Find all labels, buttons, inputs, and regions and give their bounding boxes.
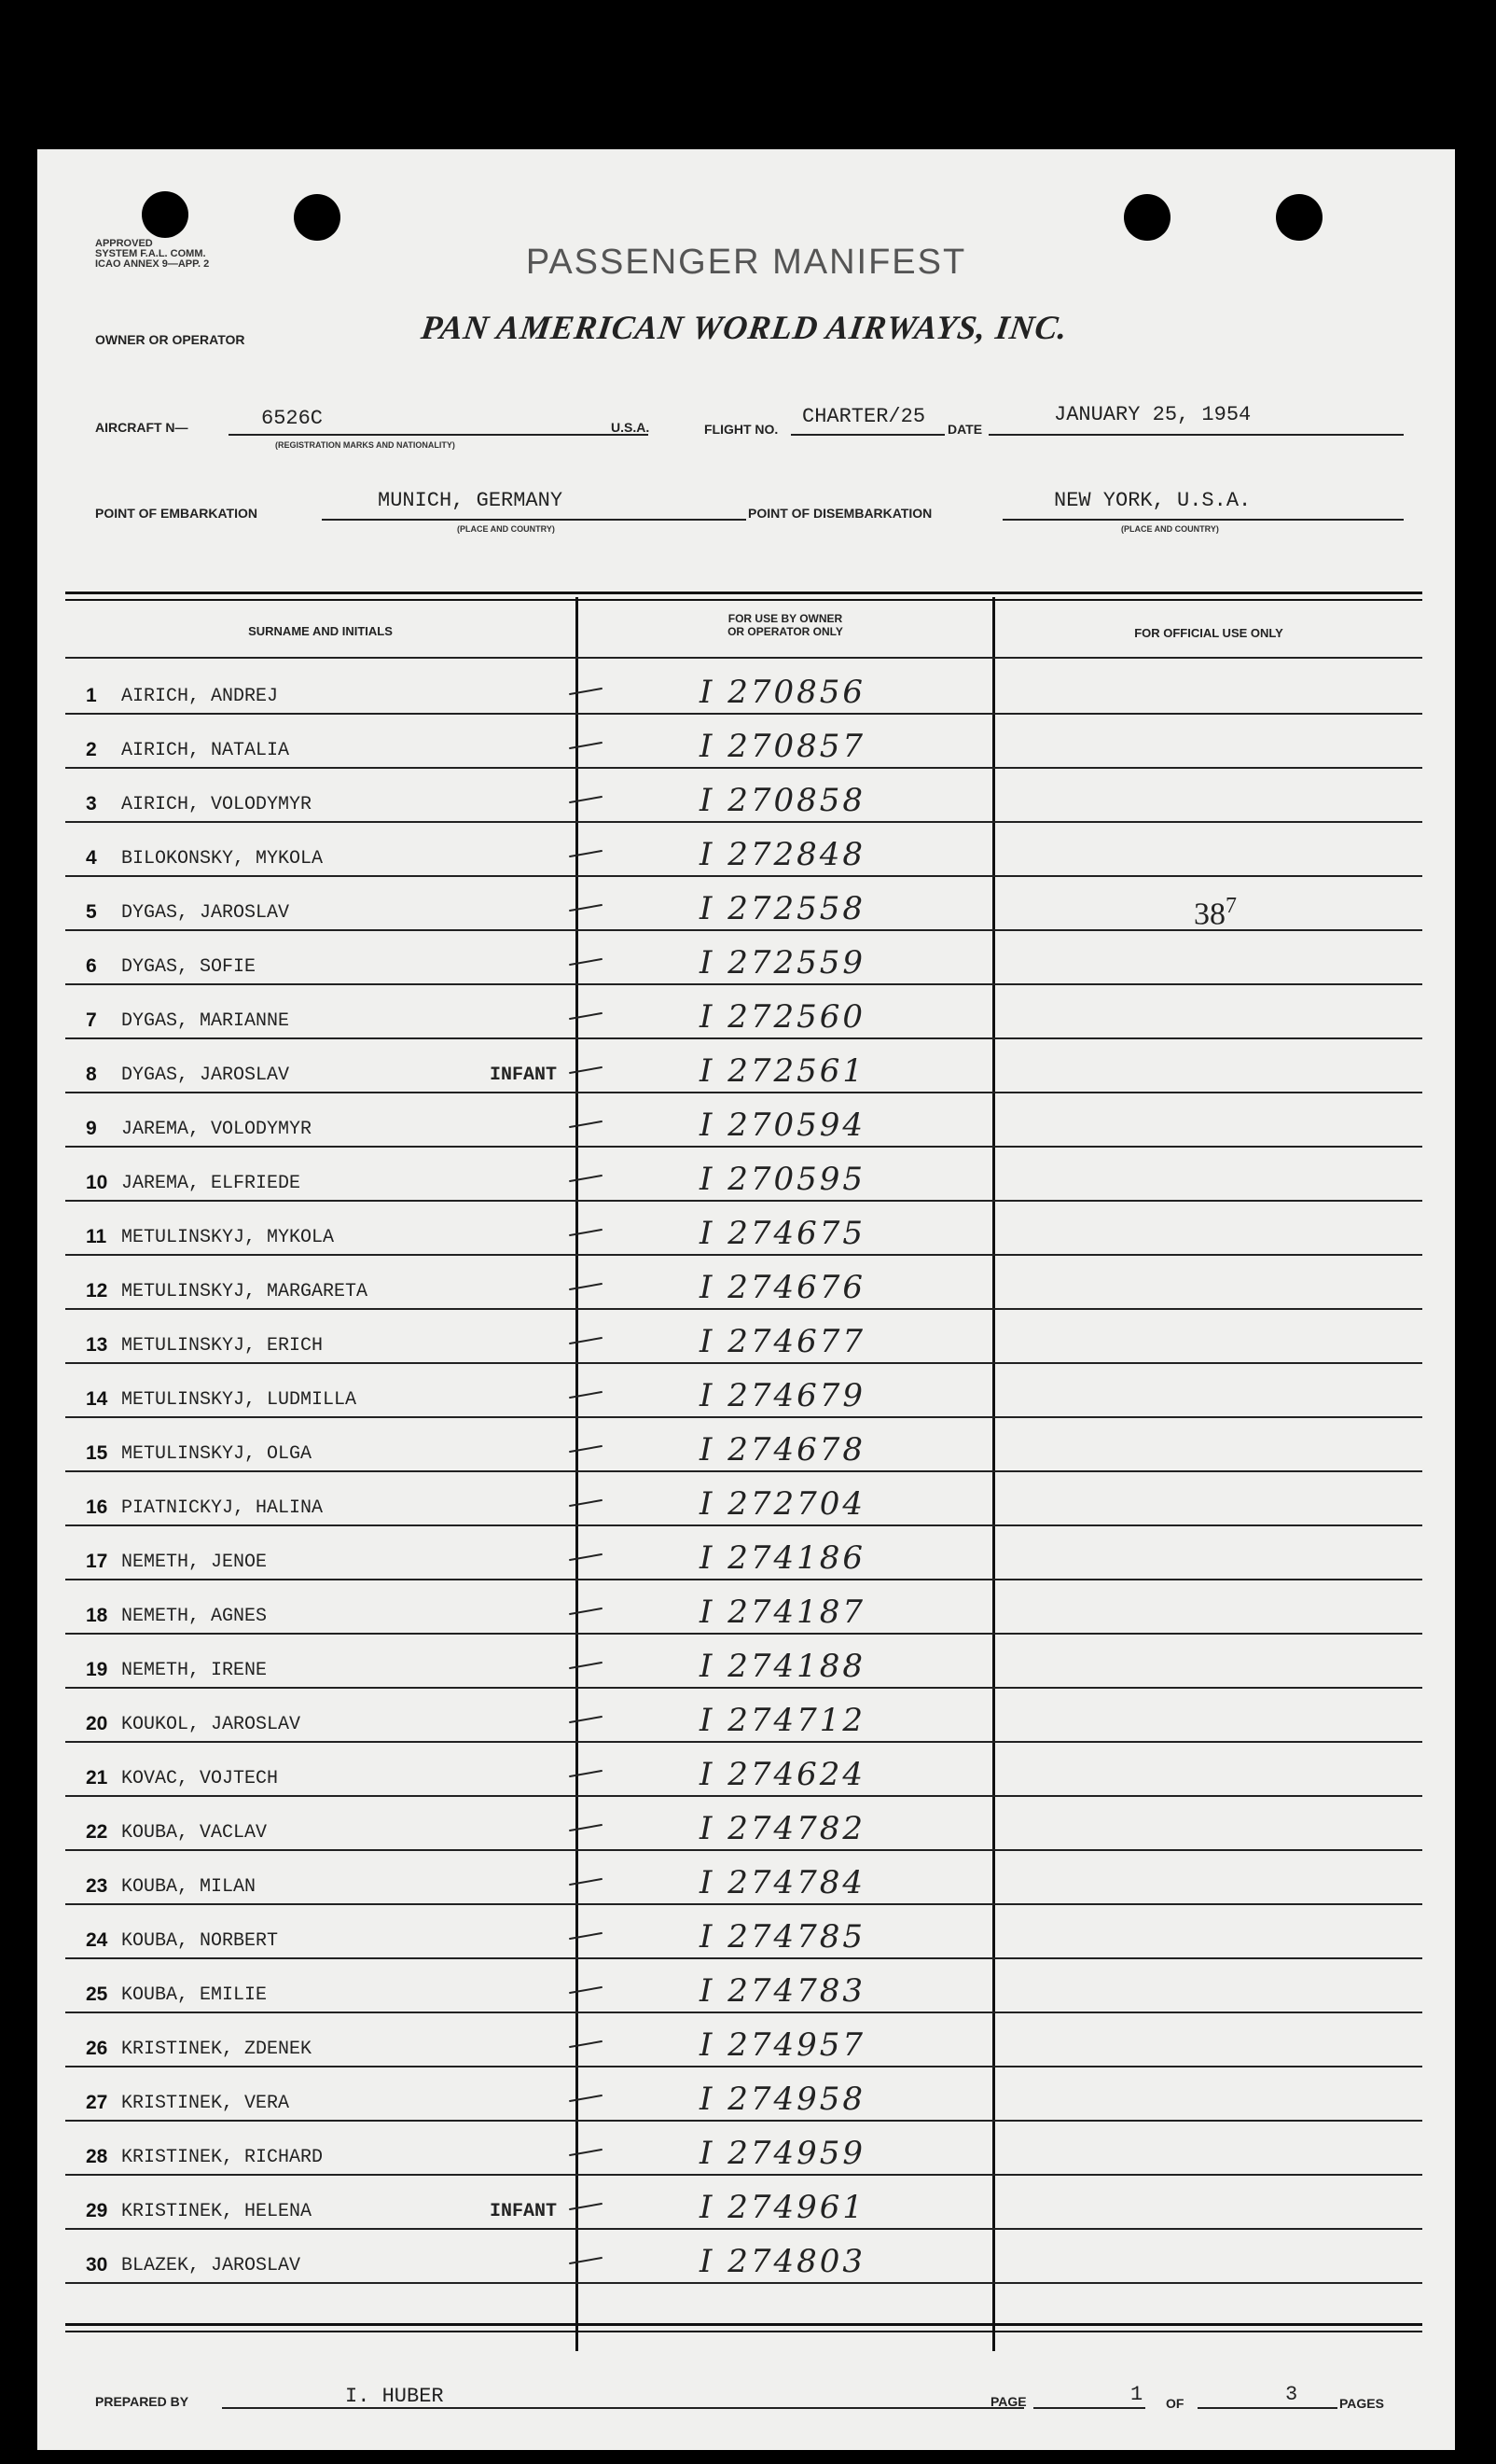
handwritten-id: I 274958 (700, 2081, 866, 2118)
official-use-column-header: FOR OFFICIAL USE ONLY (1134, 626, 1283, 640)
row-number: 3 (86, 793, 97, 814)
handwritten-id: I 274675 (700, 1215, 866, 1252)
row-number: 10 (86, 1172, 108, 1193)
passenger-name: BILOKONSKY, MYKOLA (121, 848, 324, 870)
infant-tag: INFANT (490, 1065, 558, 1086)
check-mark (569, 2257, 603, 2264)
check-mark (569, 1770, 603, 1777)
passenger-name: PIATNICKYJ, HALINA (121, 1497, 324, 1519)
passenger-name: DYGAS, JAROSLAV (121, 902, 290, 924)
surname-column-header: SURNAME AND INITIALS (248, 624, 393, 638)
flight-line (791, 434, 945, 436)
table-row (65, 1905, 1422, 1959)
registration-note: (REGISTRATION MARKS AND NATIONALITY) (275, 440, 455, 450)
table-row (65, 1743, 1422, 1797)
passenger-name: METULINSKYJ, LUDMILLA (121, 1389, 357, 1411)
handwritten-id: I 274679 (700, 1377, 866, 1414)
of-label: OF (1166, 2396, 1184, 2411)
row-number: 17 (86, 1551, 108, 1572)
embarkation-line (322, 519, 746, 521)
row-number: 15 (86, 1442, 108, 1464)
handwritten-id: I 274961 (700, 2189, 866, 2226)
row-number: 23 (86, 1875, 108, 1897)
passenger-name: NEMETH, IRENE (121, 1660, 268, 1681)
handwritten-id: I 274187 (700, 1594, 866, 1631)
check-mark (569, 1066, 603, 1074)
handwritten-id: I 270858 (700, 782, 866, 819)
handwritten-id: I 274188 (700, 1648, 866, 1685)
table-row (65, 2013, 1422, 2067)
passenger-name: NEMETH, JENOE (121, 1552, 268, 1573)
check-mark (569, 1932, 603, 1940)
table-row (65, 1202, 1422, 1256)
official-notation-number: 38 (1194, 897, 1226, 932)
passenger-name: METULINSKYJ, MYKOLA (121, 1227, 335, 1248)
table-row (65, 1689, 1422, 1743)
passenger-name: KOUBA, EMILIE (121, 1984, 268, 2006)
handwritten-id: I 272704 (700, 1485, 866, 1523)
row-number: 8 (86, 1064, 97, 1085)
disembarkation-line (1003, 519, 1404, 521)
row-number: 16 (86, 1496, 108, 1518)
handwritten-id: I 274783 (700, 1972, 866, 2010)
table-row (65, 1039, 1422, 1093)
pages-line (1198, 2407, 1337, 2409)
check-mark (569, 1445, 603, 1453)
handwritten-id: I 272558 (700, 890, 866, 927)
date-value: JANUARY 25, 1954 (1054, 403, 1252, 426)
header-rule (65, 657, 1422, 659)
handwritten-id: I 274782 (700, 1810, 866, 1847)
table-row (65, 2067, 1422, 2122)
table-bottom-rule-inner (65, 2331, 1422, 2332)
row-number: 7 (86, 1009, 97, 1031)
check-mark (569, 1337, 603, 1344)
handwritten-id: I 274803 (700, 2243, 866, 2280)
pages-label: PAGES (1339, 2396, 1384, 2411)
passenger-name: DYGAS, SOFIE (121, 956, 256, 978)
usa-label: U.S.A. (611, 420, 650, 435)
check-mark (569, 1986, 603, 1994)
page-line (1033, 2407, 1145, 2409)
passenger-name: JAREMA, VOLODYMYR (121, 1119, 312, 1140)
flight-label: FLIGHT NO. (704, 422, 779, 437)
handwritten-id: I 270856 (700, 674, 866, 711)
table-row (65, 1472, 1422, 1526)
table-row (65, 1797, 1422, 1851)
table-top-rule (65, 592, 1422, 594)
table-row (65, 2176, 1422, 2230)
disembarkation-place-note: (PLACE AND COUNTRY) (1121, 524, 1219, 534)
table-row (65, 1310, 1422, 1364)
embarkation-place-note: (PLACE AND COUNTRY) (457, 524, 555, 534)
passenger-name: DYGAS, JAROSLAV (121, 1065, 290, 1086)
row-number: 18 (86, 1605, 108, 1626)
table-row (65, 715, 1422, 769)
handwritten-id: I 270595 (700, 1161, 866, 1198)
table-row (65, 1526, 1422, 1580)
handwritten-id: I 274957 (700, 2026, 866, 2064)
handwritten-id: I 274677 (700, 1323, 866, 1360)
check-mark (569, 688, 603, 695)
embarkation-value: MUNICH, GERMANY (378, 489, 563, 512)
handwritten-id: I 270857 (700, 728, 866, 765)
official-notation-superscript: 7 (1226, 894, 1237, 918)
check-mark (569, 1499, 603, 1507)
row-number: 14 (86, 1388, 108, 1410)
handwritten-id: I 274676 (700, 1269, 866, 1306)
official-notation (1194, 894, 1237, 932)
infant-tag: INFANT (490, 2201, 558, 2222)
prepared-by-value: I. HUBER (345, 2385, 444, 2408)
date-line (989, 434, 1404, 436)
page-label: PAGE (990, 2394, 1027, 2409)
passenger-name: METULINSKYJ, ERICH (121, 1335, 324, 1357)
passenger-name: AIRICH, ANDREJ (121, 686, 279, 707)
aircraft-label: AIRCRAFT N— (95, 420, 188, 435)
table-row (65, 985, 1422, 1039)
row-rule (65, 2282, 1422, 2284)
table-row (65, 931, 1422, 985)
handwritten-id: I 272560 (700, 998, 866, 1036)
table-row (65, 2230, 1422, 2284)
passenger-name: KOUBA, MILAN (121, 1876, 256, 1898)
handwritten-id: I 274784 (700, 1864, 866, 1901)
row-number: 1 (86, 685, 97, 706)
disembarkation-value: NEW YORK, U.S.A. (1054, 489, 1252, 512)
approval-note: APPROVED SYSTEM F.A.L. COMM. ICAO ANNEX 9—APP. 2 (95, 238, 210, 270)
airline-name: PAN AMERICAN WORLD AIRWAYS, INC. (419, 309, 1071, 346)
row-number: 2 (86, 739, 97, 760)
check-mark (569, 1662, 603, 1669)
handwritten-id: I 272848 (700, 836, 866, 873)
row-number: 11 (86, 1226, 107, 1247)
check-mark (569, 1553, 603, 1561)
passenger-name: METULINSKYJ, OLGA (121, 1443, 312, 1465)
check-mark (569, 2095, 603, 2102)
handwritten-id: I 270594 (700, 1107, 866, 1144)
passenger-name: KRISTINEK, HELENA (121, 2201, 312, 2222)
prepared-by-line (222, 2407, 1024, 2409)
row-number: 4 (86, 847, 97, 869)
disembarkation-label: POINT OF DISEMBARKATION (748, 506, 933, 521)
check-mark (569, 2149, 603, 2156)
handwritten-id: I 274959 (700, 2135, 866, 2172)
row-number: 30 (86, 2254, 108, 2276)
handwritten-id: I 274186 (700, 1539, 866, 1577)
passenger-name: AIRICH, NATALIA (121, 740, 290, 761)
check-mark (569, 850, 603, 857)
table-top-rule-inner (65, 599, 1422, 601)
table-row (65, 1418, 1422, 1472)
check-mark (569, 1175, 603, 1182)
punch-hole (1276, 194, 1323, 241)
table-row (65, 1256, 1422, 1310)
row-number: 25 (86, 1984, 108, 2005)
check-mark (569, 742, 603, 749)
date-label: DATE (948, 422, 983, 437)
aircraft-line (229, 434, 648, 436)
table-row (65, 1580, 1422, 1635)
table-row (65, 2122, 1422, 2176)
check-mark (569, 2203, 603, 2210)
table-row (65, 1093, 1422, 1148)
handwritten-id: I 274785 (700, 1918, 866, 1956)
check-mark (569, 904, 603, 912)
table-row (65, 823, 1422, 877)
flight-value: CHARTER/25 (802, 405, 926, 428)
page-value: 1 (1130, 2383, 1143, 2406)
passenger-name: KOUKOL, JAROSLAV (121, 1714, 301, 1735)
embarkation-label: POINT OF EMBARKATION (95, 506, 257, 521)
check-mark (569, 1716, 603, 1723)
handwritten-id: I 274624 (700, 1756, 866, 1793)
manifest-page (37, 149, 1455, 2450)
table-row (65, 769, 1422, 823)
row-number: 24 (86, 1929, 108, 1951)
row-number: 5 (86, 901, 97, 923)
check-mark (569, 958, 603, 966)
table-bottom-rule (65, 2323, 1422, 2326)
check-mark (569, 1824, 603, 1831)
check-mark (569, 1229, 603, 1236)
row-number: 22 (86, 1821, 108, 1843)
aircraft-value: 6526C (261, 407, 324, 430)
table-row (65, 661, 1422, 715)
table-row (65, 1851, 1422, 1905)
check-mark (569, 1391, 603, 1399)
passenger-name: DYGAS, MARIANNE (121, 1010, 290, 1032)
row-number: 26 (86, 2038, 108, 2059)
punch-hole (294, 194, 340, 241)
row-number: 9 (86, 1118, 97, 1139)
passenger-name: BLAZEK, JAROSLAV (121, 2255, 301, 2276)
check-mark (569, 1608, 603, 1615)
row-number: 28 (86, 2146, 108, 2167)
handwritten-id: I 272559 (700, 944, 866, 981)
table-row (65, 1959, 1422, 2013)
punch-hole (142, 191, 188, 238)
row-number: 6 (86, 955, 97, 977)
punch-hole (1124, 194, 1170, 241)
row-number: 19 (86, 1659, 108, 1680)
form-title: PASSENGER MANIFEST (525, 243, 967, 282)
passenger-name: KRISTINEK, ZDENEK (121, 2039, 312, 2060)
passenger-name: METULINSKYJ, MARGARETA (121, 1281, 368, 1302)
row-number: 20 (86, 1713, 108, 1734)
passenger-name: NEMETH, AGNES (121, 1606, 268, 1627)
check-mark (569, 1012, 603, 1020)
handwritten-id: I 274712 (700, 1702, 866, 1739)
row-number: 21 (86, 1767, 108, 1789)
passenger-name: KRISTINEK, VERA (121, 2093, 290, 2114)
check-mark (569, 796, 603, 803)
passenger-name: KRISTINEK, RICHARD (121, 2147, 324, 2168)
check-mark (569, 1283, 603, 1290)
prepared-by-label: PREPARED BY (95, 2394, 189, 2409)
owner-use-column-header: FOR USE BY OWNER OR OPERATOR ONLY (727, 612, 843, 638)
check-mark (569, 1878, 603, 1886)
pages-value: 3 (1285, 2383, 1298, 2406)
passenger-name: KOVAC, VOJTECH (121, 1768, 279, 1789)
table-row (65, 1635, 1422, 1689)
check-mark (569, 1121, 603, 1128)
passenger-name: KOUBA, NORBERT (121, 1930, 279, 1952)
row-number: 13 (86, 1334, 108, 1356)
row-number: 27 (86, 2092, 108, 2113)
row-number: 29 (86, 2200, 108, 2221)
passenger-name: KOUBA, VACLAV (121, 1822, 268, 1844)
handwritten-id: I 274678 (700, 1431, 866, 1469)
owner-label: OWNER OR OPERATOR (95, 332, 245, 347)
passenger-name: AIRICH, VOLODYMYR (121, 794, 312, 815)
table-row (65, 1364, 1422, 1418)
check-mark (569, 2040, 603, 2048)
table-row (65, 1148, 1422, 1202)
row-number: 12 (86, 1280, 108, 1302)
handwritten-id: I 272561 (700, 1052, 866, 1090)
passenger-name: JAREMA, ELFRIEDE (121, 1173, 301, 1194)
